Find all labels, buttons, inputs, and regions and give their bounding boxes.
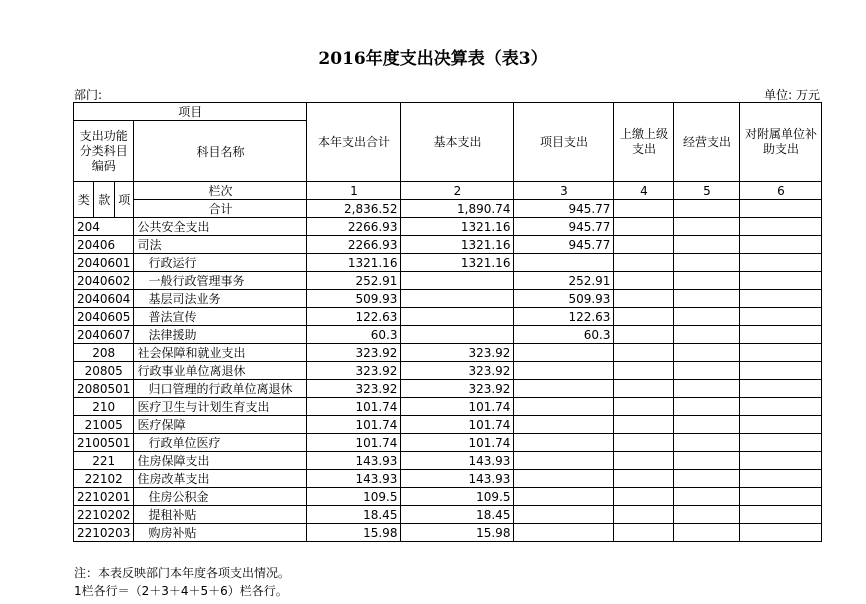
row-upper	[614, 398, 674, 416]
total-label: 合计	[134, 200, 307, 218]
row-total: 122.63	[307, 308, 401, 326]
row-name: 归口管理的行政单位离退休	[134, 380, 307, 398]
row-business	[674, 506, 740, 524]
row-code: 21005	[74, 416, 134, 434]
row-upper	[614, 380, 674, 398]
row-project	[514, 434, 614, 452]
row-basic: 15.98	[401, 524, 514, 542]
row-subsidy	[740, 308, 822, 326]
row-code: 2210203	[74, 524, 134, 542]
row-upper	[614, 308, 674, 326]
row-code: 221	[74, 452, 134, 470]
department-label: 部门:	[74, 88, 103, 102]
unit-label: 单位: 万元	[764, 88, 820, 102]
row-subsidy	[740, 398, 822, 416]
row-project: 945.77	[514, 236, 614, 254]
table-row	[74, 308, 822, 326]
row-basic: 323.92	[401, 344, 514, 362]
row-business	[674, 308, 740, 326]
row-subsidy	[740, 218, 822, 236]
row-business	[674, 524, 740, 542]
row-name: 住房改革支出	[134, 470, 307, 488]
row-project	[514, 380, 614, 398]
footnote-2: 1栏各行＝（2＋3＋4＋5＋6）栏各行。	[74, 584, 288, 598]
row-upper	[614, 362, 674, 380]
table-row	[74, 236, 822, 254]
row-subsidy	[740, 236, 822, 254]
table-row	[74, 488, 822, 506]
row-basic: 1321.16	[401, 218, 514, 236]
row-project	[514, 254, 614, 272]
header-name: 科目名称	[134, 121, 307, 182]
row-basic	[401, 326, 514, 344]
row-business	[674, 488, 740, 506]
row-project	[514, 470, 614, 488]
col-number-5: 5	[674, 182, 740, 200]
row-code: 22102	[74, 470, 134, 488]
row-total: 1321.16	[307, 254, 401, 272]
row-name: 法律援助	[134, 326, 307, 344]
row-upper	[614, 272, 674, 290]
row-name: 行政运行	[134, 254, 307, 272]
row-upper	[614, 434, 674, 452]
table-row	[74, 344, 822, 362]
row-basic: 143.93	[401, 470, 514, 488]
row-name: 住房公积金	[134, 488, 307, 506]
row-business	[674, 218, 740, 236]
row-basic: 323.92	[401, 362, 514, 380]
row-business	[674, 290, 740, 308]
row-subsidy	[740, 290, 822, 308]
table-row	[74, 524, 822, 542]
row-upper	[614, 290, 674, 308]
row-code: 2080501	[74, 380, 134, 398]
row-business	[674, 416, 740, 434]
row-subsidy	[740, 362, 822, 380]
total-project: 945.77	[514, 200, 614, 218]
total-basic: 1,890.74	[401, 200, 514, 218]
table-row	[74, 506, 822, 524]
row-subsidy	[740, 416, 822, 434]
row-business	[674, 452, 740, 470]
row-name: 司法	[134, 236, 307, 254]
row-project	[514, 362, 614, 380]
row-basic: 1321.16	[401, 236, 514, 254]
row-code: 2210201	[74, 488, 134, 506]
row-name: 社会保障和就业支出	[134, 344, 307, 362]
table-row	[74, 434, 822, 452]
row-basic: 109.5	[401, 488, 514, 506]
row-subsidy	[740, 470, 822, 488]
row-business	[674, 272, 740, 290]
row-project	[514, 506, 614, 524]
row-name: 行政单位医疗	[134, 434, 307, 452]
table-row	[74, 254, 822, 272]
row-business	[674, 398, 740, 416]
row-name: 行政事业单位离退休	[134, 362, 307, 380]
header-xiang: 项	[114, 182, 133, 218]
col-number-3: 3	[514, 182, 614, 200]
row-upper	[614, 218, 674, 236]
row-subsidy	[740, 272, 822, 290]
total-business	[674, 200, 740, 218]
row-basic	[401, 272, 514, 290]
page-title: 2016年度支出决算表（表3）	[318, 49, 548, 69]
row-subsidy	[740, 344, 822, 362]
row-subsidy	[740, 254, 822, 272]
row-total: 109.5	[307, 488, 401, 506]
total-subsidy	[740, 200, 822, 218]
row-project	[514, 398, 614, 416]
row-name: 医疗卫生与计划生育支出	[134, 398, 307, 416]
row-total: 509.93	[307, 290, 401, 308]
table-row	[74, 452, 822, 470]
table-row	[74, 470, 822, 488]
row-name: 住房保障支出	[134, 452, 307, 470]
row-subsidy	[740, 434, 822, 452]
row-subsidy	[740, 326, 822, 344]
row-basic: 101.74	[401, 416, 514, 434]
row-code: 2100501	[74, 434, 134, 452]
row-total: 143.93	[307, 452, 401, 470]
row-code: 20406	[74, 236, 134, 254]
row-name: 基层司法业务	[134, 290, 307, 308]
row-project	[514, 488, 614, 506]
row-name: 医疗保障	[134, 416, 307, 434]
table-row	[74, 416, 822, 434]
row-basic: 1321.16	[401, 254, 514, 272]
row-business	[674, 344, 740, 362]
row-business	[674, 380, 740, 398]
row-code: 2040607	[74, 326, 134, 344]
row-basic	[401, 308, 514, 326]
row-basic: 323.92	[401, 380, 514, 398]
row-upper	[614, 470, 674, 488]
row-code: 204	[74, 218, 134, 236]
row-basic: 101.74	[401, 434, 514, 452]
table-row	[74, 398, 822, 416]
total-amount: 2,836.52	[307, 200, 401, 218]
table-row	[74, 218, 822, 236]
table-row	[74, 380, 822, 398]
row-name: 购房补贴	[134, 524, 307, 542]
row-code: 208	[74, 344, 134, 362]
header-basic: 基本支出	[401, 103, 514, 182]
row-upper	[614, 326, 674, 344]
row-basic: 101.74	[401, 398, 514, 416]
row-business	[674, 326, 740, 344]
row-total: 143.93	[307, 470, 401, 488]
row-upper	[614, 416, 674, 434]
header-subsidy: 对附属单位补助支出	[740, 103, 822, 182]
row-project	[514, 452, 614, 470]
header-xiangmu: 项目	[74, 103, 307, 121]
row-basic: 143.93	[401, 452, 514, 470]
col-number-2: 2	[401, 182, 514, 200]
header-upper: 上缴上级支出	[614, 103, 674, 182]
row-business	[674, 254, 740, 272]
col-number-4: 4	[614, 182, 674, 200]
row-project: 945.77	[514, 218, 614, 236]
row-project: 252.91	[514, 272, 614, 290]
row-total: 101.74	[307, 416, 401, 434]
row-total: 252.91	[307, 272, 401, 290]
row-upper	[614, 452, 674, 470]
row-project	[514, 344, 614, 362]
header-lanci: 栏次	[134, 182, 307, 200]
footnote-1: 注：本表反映部门本年度各项支出情况。	[74, 566, 291, 580]
row-name: 提租补贴	[134, 506, 307, 524]
row-project: 60.3	[514, 326, 614, 344]
row-code: 20805	[74, 362, 134, 380]
row-total: 323.92	[307, 362, 401, 380]
table-row	[74, 326, 822, 344]
row-business	[674, 236, 740, 254]
row-basic: 18.45	[401, 506, 514, 524]
header-total: 本年支出合计	[307, 103, 401, 182]
row-code: 2040602	[74, 272, 134, 290]
expenditure-table	[73, 102, 822, 542]
row-name: 公共安全支出	[134, 218, 307, 236]
header-business: 经营支出	[674, 103, 740, 182]
row-subsidy	[740, 506, 822, 524]
row-code: 210	[74, 398, 134, 416]
row-total: 2266.93	[307, 236, 401, 254]
row-upper	[614, 254, 674, 272]
table-row	[74, 362, 822, 380]
row-business	[674, 362, 740, 380]
row-upper	[614, 344, 674, 362]
row-total: 323.92	[307, 380, 401, 398]
total-upper	[614, 200, 674, 218]
row-project: 122.63	[514, 308, 614, 326]
row-code: 2210202	[74, 506, 134, 524]
row-total: 323.92	[307, 344, 401, 362]
table-row	[74, 272, 822, 290]
row-basic	[401, 290, 514, 308]
row-total: 60.3	[307, 326, 401, 344]
row-code: 2040604	[74, 290, 134, 308]
col-number-6: 6	[740, 182, 822, 200]
row-name: 一般行政管理事务	[134, 272, 307, 290]
row-code: 2040605	[74, 308, 134, 326]
row-subsidy	[740, 452, 822, 470]
row-total: 15.98	[307, 524, 401, 542]
row-upper	[614, 506, 674, 524]
row-business	[674, 470, 740, 488]
row-code: 2040601	[74, 254, 134, 272]
row-subsidy	[740, 488, 822, 506]
row-project	[514, 416, 614, 434]
row-upper	[614, 488, 674, 506]
row-upper	[614, 236, 674, 254]
row-total: 18.45	[307, 506, 401, 524]
header-lei: 类	[74, 182, 94, 218]
row-total: 101.74	[307, 398, 401, 416]
header-code: 支出功能分类科目编码	[74, 121, 134, 182]
col-number-1: 1	[307, 182, 401, 200]
row-name: 普法宣传	[134, 308, 307, 326]
header-kuan: 款	[94, 182, 114, 218]
row-total: 101.74	[307, 434, 401, 452]
row-project	[514, 524, 614, 542]
footnotes	[74, 564, 290, 600]
table-row	[74, 290, 822, 308]
row-business	[674, 434, 740, 452]
row-project: 509.93	[514, 290, 614, 308]
row-subsidy	[740, 380, 822, 398]
row-subsidy	[740, 524, 822, 542]
row-total: 2266.93	[307, 218, 401, 236]
header-project: 项目支出	[514, 103, 614, 182]
row-upper	[614, 524, 674, 542]
